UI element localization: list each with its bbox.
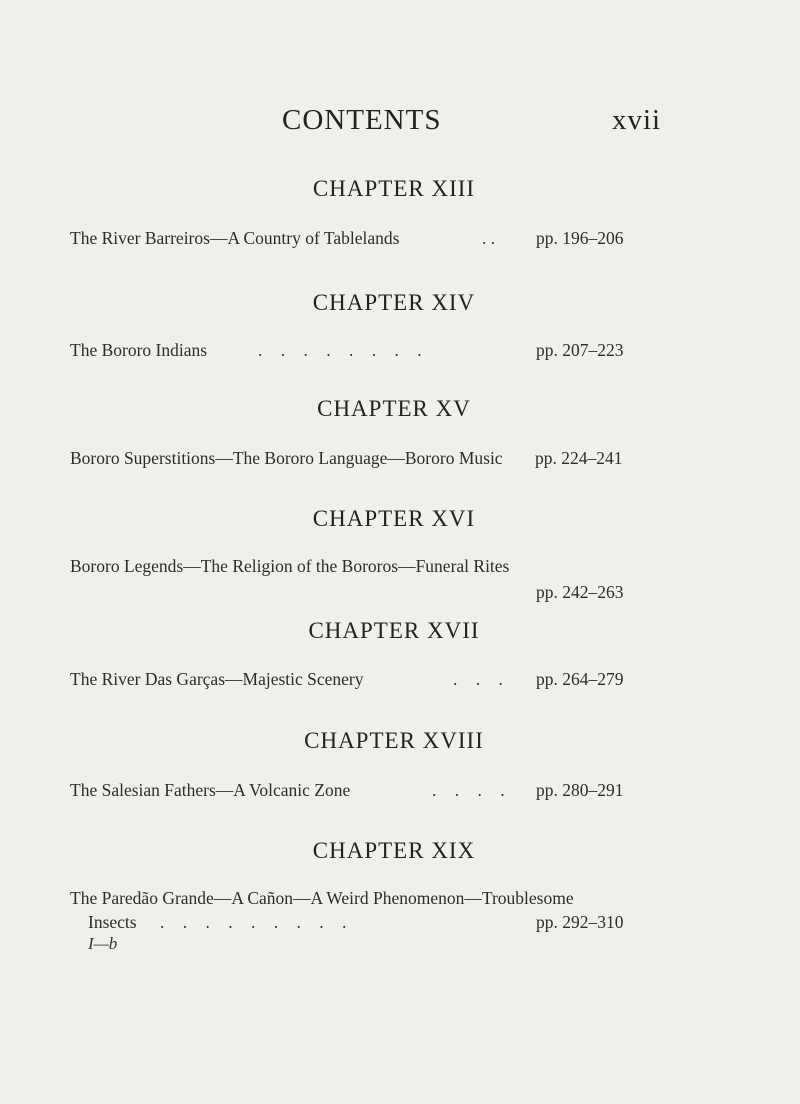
dot-leader: . .: [482, 228, 496, 248]
dot-leader: . . .: [453, 669, 503, 689]
chapter-heading: CHAPTER XV: [317, 396, 471, 421]
page-number: xvii: [612, 104, 662, 136]
chapter-heading: CHAPTER XIV: [312, 290, 476, 315]
dot-leader: . . . . . . . . .: [160, 912, 347, 932]
page-range: pp. 196–206: [536, 228, 624, 248]
chapter-text: The River Das Garças—Majestic Scenery: [70, 669, 364, 689]
page-range: pp. 242–263: [536, 582, 624, 602]
chapter-heading: CHAPTER XVI: [312, 506, 476, 531]
chapter-description: [70, 340, 207, 361]
chapter-description: [70, 448, 503, 469]
page-range: pp. 224–241: [535, 448, 623, 468]
page-range: pp. 280–291: [536, 780, 624, 800]
page-range: pp. 264–279: [536, 669, 624, 689]
page-title: CONTENTS: [282, 104, 442, 136]
page-range: pp. 207–223: [536, 340, 624, 360]
chapter-description: [70, 780, 350, 801]
dot-leader: . . . .: [432, 780, 505, 800]
signature-mark: I—b: [88, 934, 118, 953]
chapter-text: Bororo Superstitions—The Bororo Language—Bororo Music: [70, 448, 503, 468]
chapter-heading: CHAPTER XVIII: [304, 728, 484, 753]
page-range: pp. 292–310: [536, 912, 624, 932]
chapter-heading: CHAPTER XIX: [312, 838, 476, 863]
chapter-text: Bororo Legends—The Religion of the Bororos—Funeral Rites: [70, 556, 510, 576]
chapter-text: The Paredão Grande—A Cañon—A Weird Phenomenon—Troublesome: [70, 888, 574, 908]
chapter-description: [70, 556, 509, 577]
chapter-heading: CHAPTER XIII: [312, 176, 476, 201]
chapter-description-continued: [88, 912, 137, 933]
chapter-description: [70, 228, 399, 249]
chapter-heading: CHAPTER XVII: [308, 618, 480, 643]
chapter-text: Insects: [88, 912, 137, 932]
chapter-text: The Bororo Indians: [70, 340, 208, 360]
chapter-description: [70, 888, 574, 909]
chapter-text: The River Barreiros—A Country of Tablelands: [70, 228, 400, 248]
chapter-text: The Salesian Fathers—A Volcanic Zone: [70, 780, 351, 800]
dot-leader: . . . . . . . .: [258, 340, 422, 360]
chapter-description: [70, 669, 364, 690]
